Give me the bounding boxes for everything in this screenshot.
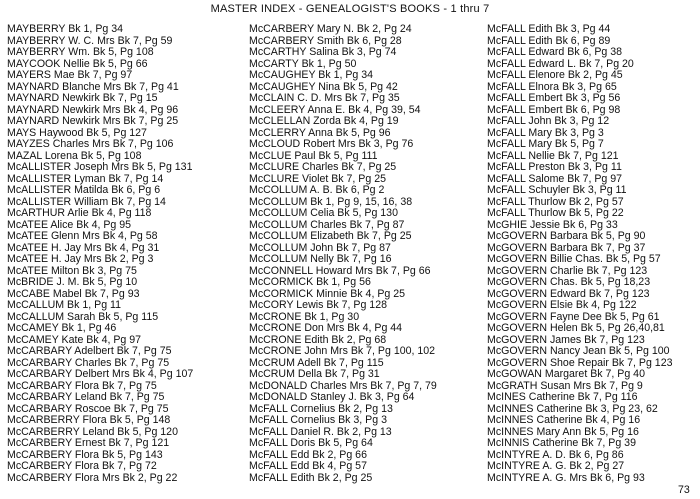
index-entry: McCLAIN C. D. Mrs Bk 7, Pg 35 — [249, 92, 400, 104]
index-entry: McGOVERN Elsie Bk 4, Pg 122 — [487, 299, 637, 311]
index-entry: McCARBARY Charles Bk 7, Pg 75 — [7, 356, 170, 369]
index-entry: McCARBARY Roscoe Bk 7, Pg 75 — [7, 402, 169, 415]
index-entry: McGOWAN Margaret Bk 7, Pg 40 — [487, 368, 645, 380]
index-entry: MAZAL Lorena Bk 5, Pg 108 — [7, 149, 142, 162]
index-entry: McINTYRE A. G. Mrs Bk 6, Pg 93 — [487, 471, 645, 484]
index-entry: McCRUM Della Bk 7, Pg 31 — [249, 368, 380, 380]
index-entry: McDONALD Charles Mrs Bk 7, Pg 7, 79 — [249, 379, 437, 392]
index-entry: McCAUGHEY Nina Bk 5, Pg 42 — [249, 80, 398, 93]
index-entry: McCRONE John Mrs Bk 7, Pg 100, 102 — [249, 345, 436, 357]
index-entry: McFALL Edward L. Bk 7, Pg 20 — [487, 57, 634, 70]
index-entry: McGHIE Jessie Bk 6, Pg 33 — [487, 218, 618, 231]
index-column-3 — [487, 24, 697, 484]
index-entry: McFALL Edward Bk 6, Pg 38 — [487, 46, 623, 58]
index-entry: McCRONE Edith Bk 2, Pg 68 — [249, 333, 387, 346]
index-entry: McFALL Doris Bk 5, Pg 64 — [249, 437, 373, 449]
index-entry: McARTHUR Arlie Bk 4, Pg 118 — [7, 207, 152, 219]
index-entry: McALLISTER Matilda Bk 6, Pg 6 — [7, 184, 161, 196]
index-entry: McGOVERN Barbara Bk 5, Pg 90 — [487, 230, 646, 242]
index-entry: McCOLLUM John Bk 7, Pg 87 — [249, 241, 391, 254]
index-entry: McFALL John Bk 3, Pg 12 — [487, 115, 610, 127]
index-entry: McCARBARY Flora Bk 7, Pg 75 — [7, 379, 157, 392]
index-entry: McFALL Elenore Bk 2, Pg 45 — [487, 69, 623, 81]
index-entry: McCARBARY Leland Bk 7, Pg 75 — [7, 391, 165, 403]
index-entry: McGOVERN James Bk 7, Pg 123 — [487, 333, 645, 346]
index-entry: McCARBERY Flora Bk 7, Pg 72 — [7, 460, 157, 472]
index-entry: McCRONE Bk 1, Pg 30 — [249, 310, 360, 323]
index-entry: MAYBERRY Bk 1, Pg 34 — [7, 23, 123, 35]
page-number: 73 — [678, 484, 690, 496]
index-entry: McCALLUM Bk 1, Pg 11 — [7, 299, 122, 311]
index-entry: McCOLLUM A. B. Bk 6, Pg 2 — [249, 184, 385, 196]
index-entry: McCRONE Don Mrs Bk 4, Pg 44 — [249, 322, 403, 334]
index-entry: McCOLLUM Nelly Bk 7, Pg 16 — [249, 253, 392, 265]
index-entry: McINNES Catherine Bk 4, Pg 16 — [487, 414, 641, 426]
index-entry: McDONALD Stanley J. Bk 3, Pg 64 — [249, 391, 415, 403]
index-entry: McFALL Salome Bk 7, Pg 97 — [487, 172, 623, 185]
index-entry: McCOLLUM Bk 1, Pg 9, 15, 16, 38 — [249, 195, 413, 208]
index-entry: McBRIDE J. M. Bk 5, Pg 10 — [7, 276, 138, 288]
index-entry: McATEE Milton Bk 3, Pg 75 — [7, 264, 137, 277]
index-entry: McFALL Elnora Bk 3, Pg 65 — [487, 80, 617, 93]
index-entry: McCORMICK Minnie Bk 4, Pg 25 — [249, 287, 406, 300]
index-entry: McFALL Thurlow Bk 2, Pg 57 — [487, 195, 624, 208]
index-entry: McCARBERRY Leland Bk 5, Pg 120 — [7, 425, 178, 438]
index-entry: McCLUE Paul Bk 5, Pg 111 — [249, 149, 378, 162]
index-entry: McCOLLUM Elizabeth Bk 7, Pg 25 — [249, 230, 412, 242]
index-entry: MAYNARD Newkirk Mrs Bk 7, Pg 25 — [7, 115, 179, 127]
index-entry: McCOLLUM Charles Bk 7, Pg 87 — [249, 218, 405, 231]
index-entry: McINTYRE A. G. Bk 2, Pg 27 — [487, 460, 625, 472]
index-entry: McCONNELL Howard Mrs Bk 7, Pg 66 — [249, 264, 431, 277]
index-entry: McGRATH Susan Mrs Bk 7, Pg 9 — [487, 379, 643, 392]
index-entry: McCORY Lewis Bk 7, Pg 128 — [249, 299, 387, 311]
index-entry: McCLURE Charles Bk 7, Pg 25 — [249, 161, 397, 173]
index-entry: McGOVERN Chas. Bk 5, Pg 18,23 — [487, 276, 651, 288]
index-entry: McFALL Schuyler Bk 3, Pg 11 — [487, 184, 627, 196]
index-entry: McGOVERN Nancy Jean Bk 5, Pg 100 — [487, 345, 670, 357]
index-entry: McGOVERN Edward Bk 7, Pg 123 — [487, 287, 650, 300]
index-entry: McCARTHY Salina Bk 3, Pg 74 — [249, 46, 397, 58]
index-entry: MAYS Haywood Bk 5, Pg 127 — [7, 126, 147, 139]
index-entry: McFALL Nellie Bk 7, Pg 121 — [487, 149, 619, 162]
index-column-1 — [7, 24, 243, 484]
index-entry: MAYZES Charles Mrs Bk 7, Pg 106 — [7, 138, 174, 150]
index-entry: McCALLUM Sarah Bk 5, Pg 115 — [7, 310, 159, 323]
page-title: MASTER INDEX - GENEALOGIST'S BOOKS - 1 thru 7 — [210, 3, 490, 15]
index-entry: McINNES Catherine Bk 3, Pg 23, 62 — [487, 402, 658, 415]
index-entry: McATEE Glenn Mrs Bk 4, Pg 58 — [7, 230, 158, 242]
index-entry: McGOVERN Fayne Dee Bk 5, Pg 61 — [487, 310, 660, 323]
index-entry: MAYERS Mae Bk 7, Pg 97 — [7, 69, 133, 81]
index-entry: McATEE H. Jay Mrs Bk 2, Pg 3 — [7, 253, 154, 265]
index-entry: McGOVERN Billie Chas. Bk 5, Pg 57 — [487, 253, 661, 265]
index-entry: McINTYRE A. D. Bk 6, Pg 86 — [487, 448, 624, 461]
index-entry: McALLISTER William Bk 7, Pg 14 — [7, 195, 166, 208]
index-entry: McALLISTER Lyman Bk 7, Pg 14 — [7, 172, 164, 185]
index-entry: McGOVERN Shoe Repair Bk 7, Pg 123 — [487, 356, 673, 369]
index-entry: McATEE H. Jay Mrs Bk 4, Pg 31 — [7, 241, 160, 254]
index-entry: McCARBERY Ernest Bk 7, Pg 121 — [7, 437, 170, 449]
index-entry: MAYBERRY Wm. Bk 5, Pg 108 — [7, 46, 154, 58]
index-entry: McFALL Cornelius Bk 3, Pg 3 — [249, 414, 387, 426]
index-entry: McFALL Mary Bk 3, Pg 3 — [487, 126, 604, 139]
index-entry: McFALL Edith Bk 6, Pg 89 — [487, 34, 611, 47]
index-entry: McALLISTER Joseph Mrs Bk 5, Pg 131 — [7, 161, 193, 173]
index-entry: McFALL Edith Bk 2, Pg 25 — [249, 471, 373, 484]
index-entry: McFALL Edith Bk 3, Pg 44 — [487, 23, 611, 35]
index-entry: MAYCOOK Nellie Bk 5, Pg 66 — [7, 57, 148, 70]
index-entry: McCAMEY Kate Bk 4, Pg 97 — [7, 333, 142, 346]
index-entry: McINNES Mary Ann Bk 5, Pg 16 — [487, 425, 639, 438]
index-entry: McFALL Cornelius Bk 2, Pg 13 — [249, 402, 393, 415]
index-entry: MAYNARD Blanche Mrs Bk 7, Pg 41 — [7, 80, 179, 93]
index-entry: McCRUM Adell Bk 7, Pg 115 — [249, 356, 384, 369]
index-entry: McCORMICK Bk 1, Pg 56 — [249, 276, 371, 288]
index-entry: McCARBERY Flora Bk 5, Pg 143 — [7, 448, 163, 461]
index-entry: McFALL Daniel R. Bk 2, Pg 13 — [249, 425, 392, 438]
index-entry: McINNIS Catherine Bk 7, Pg 39 — [487, 437, 636, 449]
index-entry: McGOVERN Barbara Bk 7, Pg 37 — [487, 241, 646, 254]
index-entry: McCLURE Violet Bk 7, Pg 25 — [249, 172, 386, 185]
index-entry: McCARBERRY Flora Bk 5, Pg 148 — [7, 414, 171, 426]
index-entry: McCLOUD Robert Mrs Bk 3, Pg 76 — [249, 138, 414, 150]
index-entry: McCAMEY Bk 1, Pg 46 — [7, 322, 117, 334]
index-entry: McCARBERY Mary N. Bk 2, Pg 24 — [249, 23, 412, 35]
index-entry: McCLERRY Anna Bk 5, Pg 96 — [249, 126, 391, 139]
index-entry: McCARBARY Adelbert Bk 7, Pg 75 — [7, 345, 172, 357]
index-entry: McCLEERY Anna E. Bk 4, Pg 39, 54 — [249, 103, 421, 116]
index-entry: McINES Catherine Bk 7, Pg 116 — [487, 391, 638, 403]
index-entry: MAYBERRY W. C. Mrs Bk 7, Pg 59 — [7, 34, 173, 47]
index-entry: McCLELLAN Zorda Bk 4, Pg 19 — [249, 115, 399, 127]
index-entry: McCARBERY Flora Mrs Bk 2, Pg 22 — [7, 471, 178, 484]
index-entry: McGOVERN Charlie Bk 7, Pg 123 — [487, 264, 648, 277]
index-entry: McFALL Embert Bk 3, Pg 56 — [487, 92, 621, 104]
index-entry: McFALL Mary Bk 5, Pg 7 — [487, 138, 604, 150]
index-entry: McCARBERY Smith Bk 6, Pg 28 — [249, 34, 402, 47]
index-entry: McFALL Preston Bk 3, Pg 11 — [487, 161, 622, 173]
index-entry: McATEE Alice Bk 4, Pg 95 — [7, 218, 132, 231]
index-entry: McCABE Mabel Bk 7, Pg 93 — [7, 287, 140, 300]
index-entry: McFALL Thurlow Bk 5, Pg 22 — [487, 207, 624, 219]
index-column-2 — [249, 24, 485, 484]
index-entry: McGOVERN Helen Bk 5, Pg 26,40,81 — [487, 322, 665, 334]
index-entry: MAYNARD Newkirk Mrs Bk 4, Pg 96 — [7, 103, 179, 116]
index-entry: McCARTY Bk 1, Pg 50 — [249, 57, 357, 70]
index-entry: McFALL Edd Bk 2, Pg 66 — [249, 448, 367, 461]
index-entry: McFALL Edd Bk 4, Pg 57 — [249, 460, 367, 472]
index-entry: McCAUGHEY Bk 1, Pg 34 — [249, 69, 374, 81]
index-entry: McCARBARY Delbert Mrs Bk 4, Pg 107 — [7, 368, 194, 380]
index-entry: MAYNARD Newkirk Bk 7, Pg 15 — [7, 92, 158, 104]
index-entry: McFALL Embert Bk 6, Pg 98 — [487, 103, 621, 116]
index-entry: McCOLLUM Celia Bk 5, Pg 130 — [249, 207, 398, 219]
